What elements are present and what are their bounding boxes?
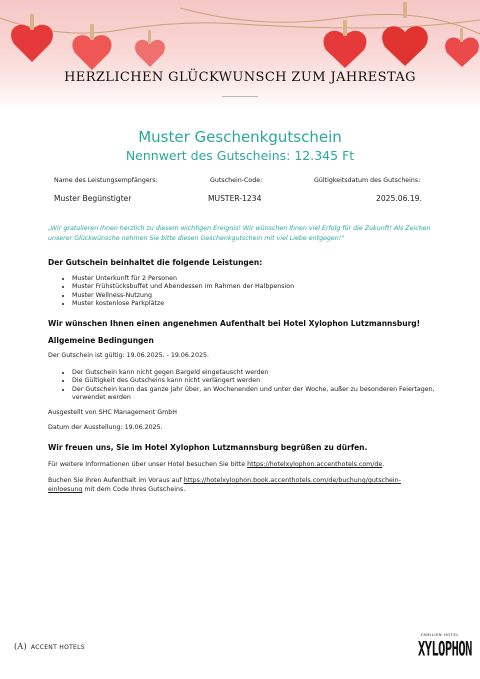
code-label: Gutschein-Code: bbox=[210, 177, 263, 184]
validity-label: Gültigkeitsdatum des Gutscheins: bbox=[314, 177, 421, 184]
voucher-value: Nennwert des Gutscheins: 12.345 Ft bbox=[125, 148, 355, 163]
issue-date: Datum der Ausstellung: 19.06.2025. bbox=[48, 424, 163, 431]
list-item: • Muster kostenlose Parkplätze bbox=[72, 300, 442, 308]
hearts-garland-illustration bbox=[0, 0, 480, 110]
validity-period: Der Gutschein ist gültig: 19.06.2025. - 19.06.2025. bbox=[48, 352, 209, 359]
xylophon-logo-subtitle: FAMILIEN HOTEL bbox=[421, 633, 459, 637]
list-item: • Muster Frühstücksbuffet und Abendessen im Rahmen der Halbpension bbox=[72, 283, 442, 291]
conditions-heading: Allgemeine Bedingungen bbox=[48, 336, 154, 345]
recipient-label: Name des Leistungsempfängers: bbox=[54, 177, 158, 184]
services-list bbox=[48, 275, 442, 309]
welcome-line: Wir freuen uns, Sie im Hotel Xylophon Lutzmannsburg begrüßen zu dürfen. bbox=[48, 443, 368, 452]
more-info-text: Für weitere Informationen über unser Hotel besuchen Sie bitte bbox=[48, 461, 248, 468]
hotel-website-link[interactable]: https://hotelxylophon.accenthotels.com/de bbox=[247, 461, 383, 468]
stay-wish: Wir wünschen Ihnen einen angenehmen Aufenthalt bei Hotel Xylophon Lutzmannsburg! bbox=[48, 319, 421, 328]
list-item: • Muster Wellness-Nutzung bbox=[72, 292, 442, 300]
xylophon-logo: XYLOPHON bbox=[418, 638, 472, 661]
accent-brand: ACCENT HOTELS bbox=[30, 644, 85, 651]
more-info-line bbox=[48, 461, 384, 468]
more-info-suffix: . bbox=[382, 461, 385, 468]
conditions-list bbox=[48, 369, 442, 403]
anniversary-banner bbox=[0, 0, 480, 110]
accent-hotels-logo bbox=[14, 642, 85, 651]
greeting-quote: „Wir gratulieren Ihnen herzlich zu diesem wichtigen Ereignis! Wir wünschen Ihnen viel Erfolg für die Zukunft! Als Zeichen unserer Glückwünsche nehmen Sie bitte diesen Geschenkgutschein mit viel Liebe entgegen!" bbox=[48, 225, 431, 242]
code-value: MUSTER-1234 bbox=[208, 194, 262, 203]
booking-link[interactable]: https://hotelxylophon.book.accenthotels.com/de/buchung/gutschein-einloesung bbox=[48, 477, 401, 493]
voucher-title: Muster Geschenkgutschein bbox=[138, 128, 342, 146]
title-divider bbox=[222, 96, 258, 97]
recipient-value: Muster Begünstigter bbox=[54, 194, 132, 203]
list-item: • Muster Unterkunft für 2 Personen bbox=[72, 275, 442, 283]
validity-value: 2025.06.19. bbox=[376, 194, 422, 203]
booking-text: Buchen Sie Ihren Aufenthalt im Voraus auf bbox=[48, 477, 184, 484]
booking-suffix: mit dem Code Ihres Gutscheins. bbox=[82, 486, 186, 493]
services-heading: Der Gutschein beinhaltet die folgende Leistungen: bbox=[48, 258, 263, 267]
accent-mark: (A) bbox=[14, 642, 27, 651]
list-item: • Der Gutschein kann nicht gegen Bargeld eingetauscht werden bbox=[72, 369, 442, 377]
list-item: • Der Gutschein kann das ganze Jahr über, an Wochenenden und unter der Woche, außer zu besonderen Feiertagen, verwendet werden bbox=[72, 386, 442, 403]
issuer: Ausgestellt von SHC Management GmbH bbox=[48, 409, 177, 416]
banner-title: HERZLICHEN GLÜCKWUNSCH ZUM JAHRESTAG bbox=[64, 70, 416, 85]
list-item: • Die Gültigkeit des Gutscheins kann nicht verlängert werden bbox=[72, 377, 442, 385]
booking-line bbox=[48, 476, 432, 494]
